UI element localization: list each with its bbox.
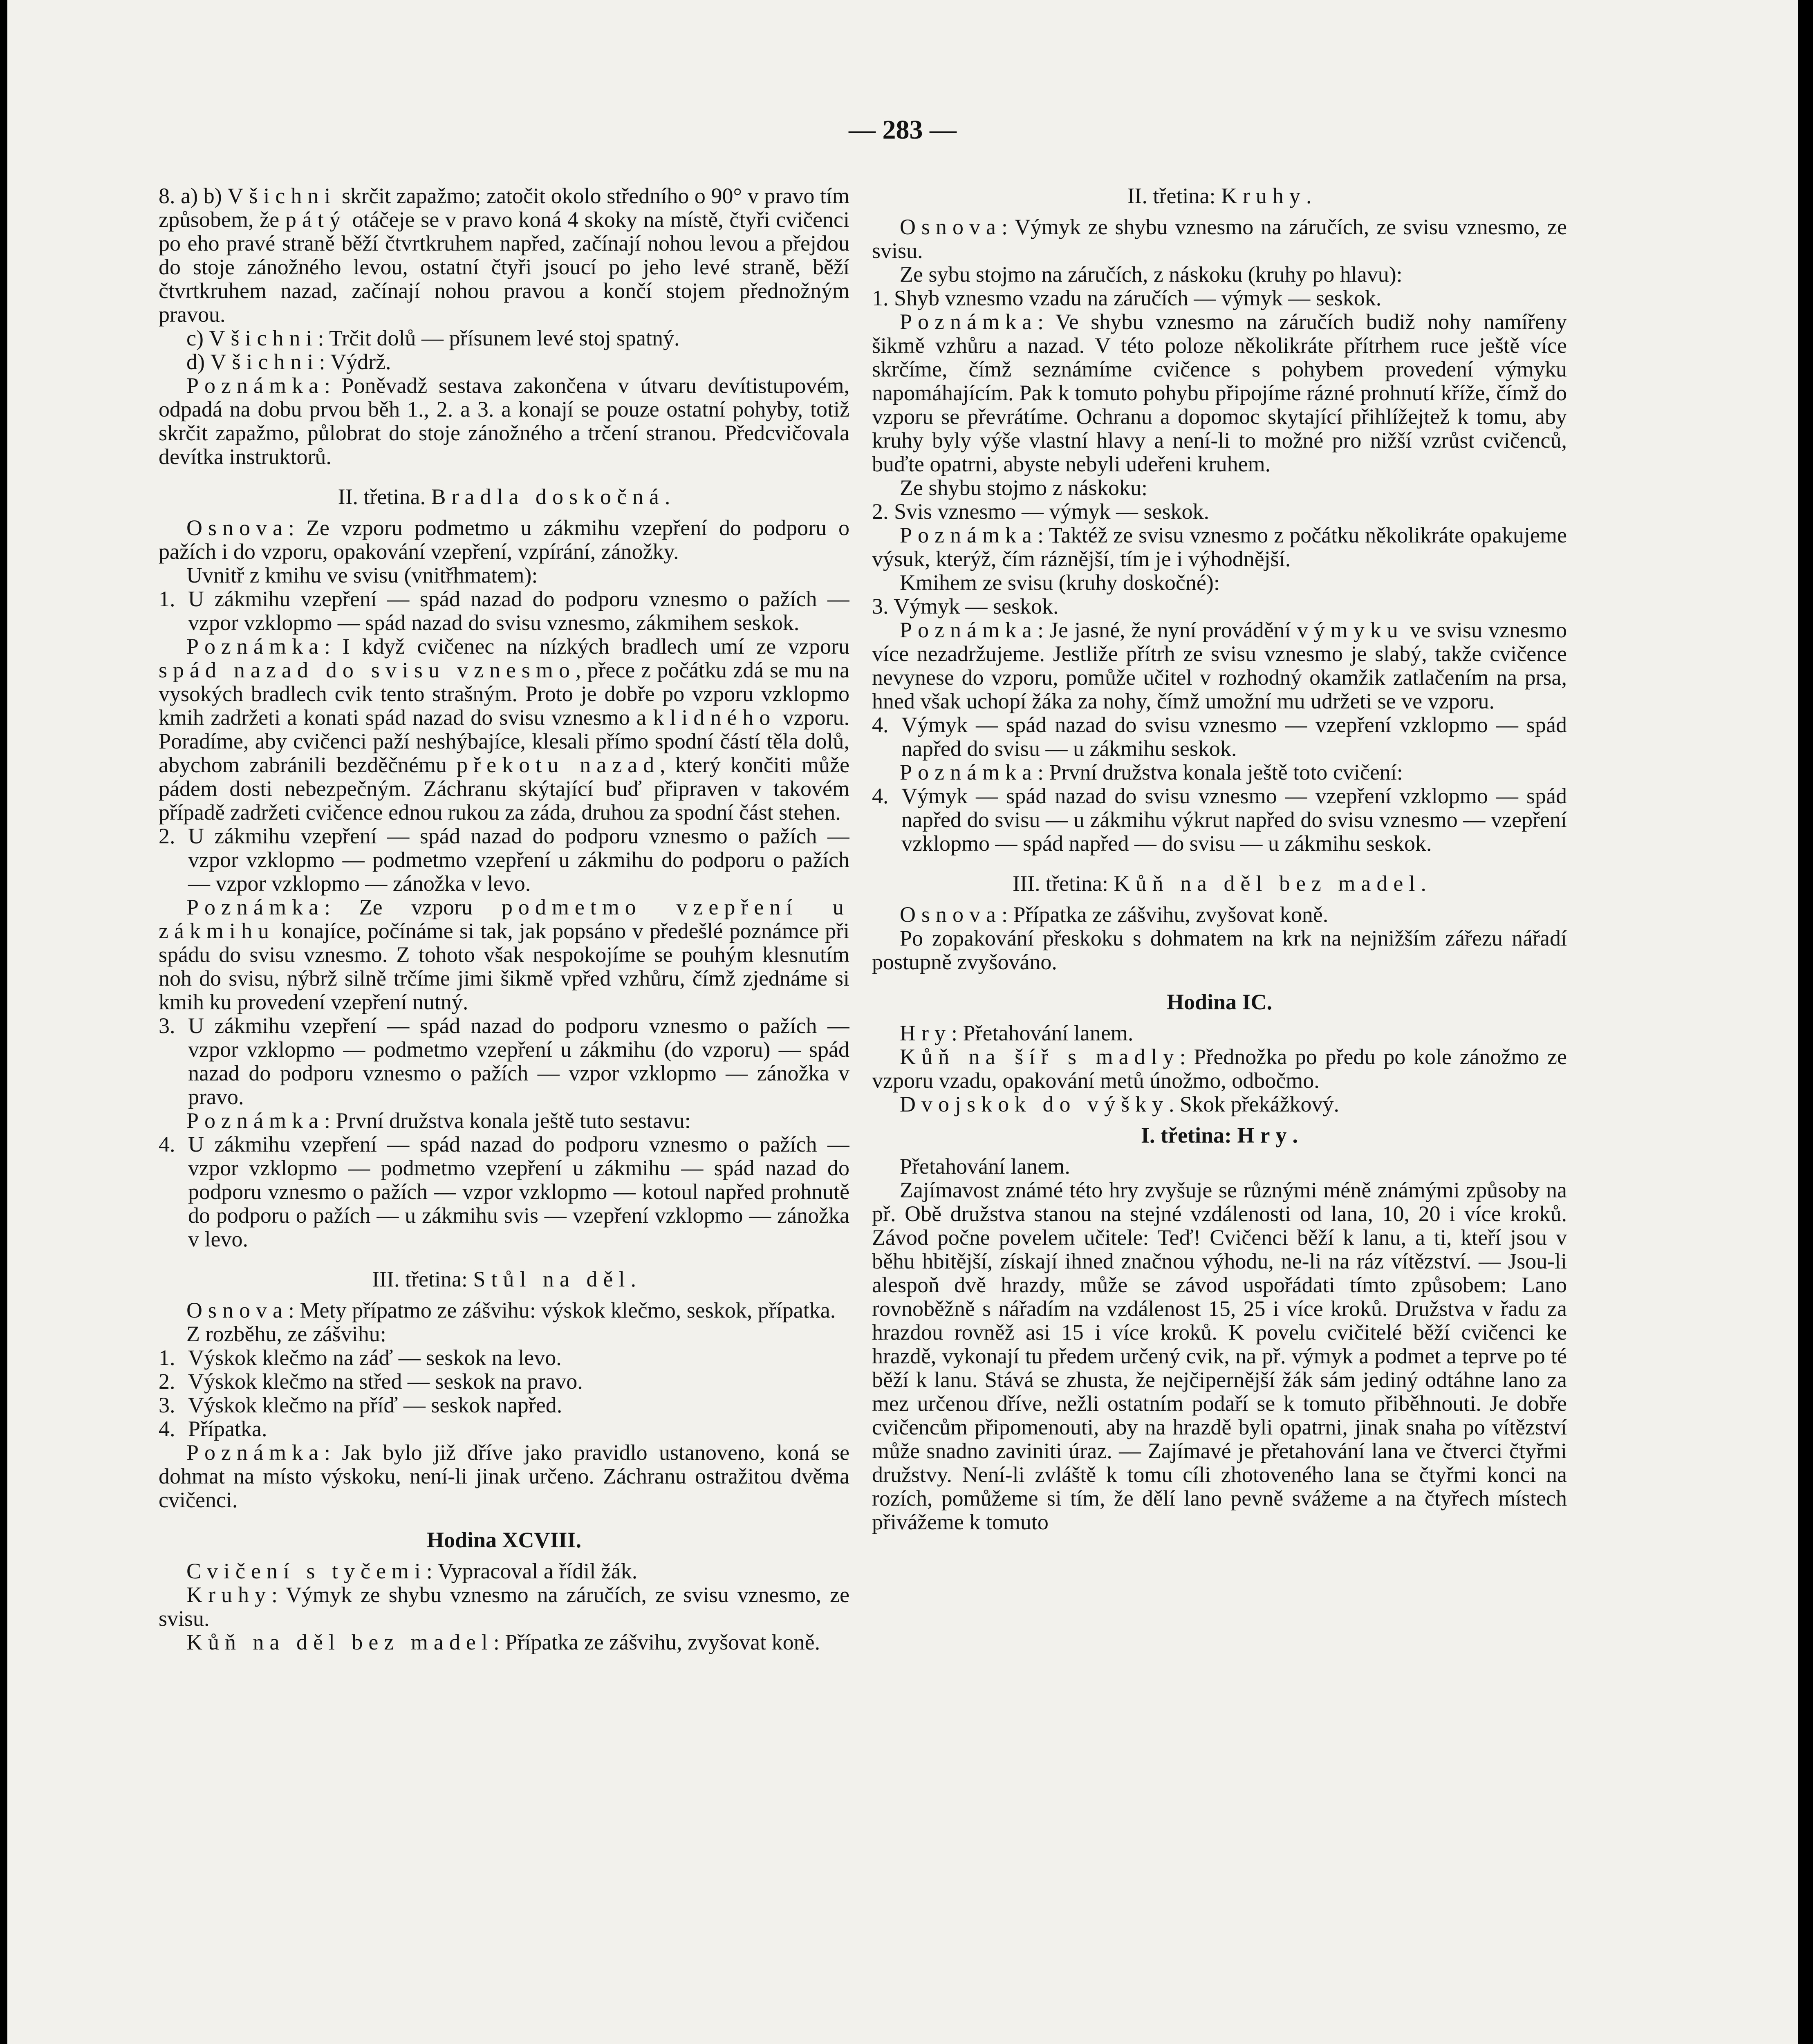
paragraph <box>872 1154 1567 1178</box>
text-run: : Ze vzporu <box>324 895 502 919</box>
spaced-term: Osnova <box>186 1298 288 1322</box>
spaced-term: Poznámka <box>900 523 1038 547</box>
paragraph <box>872 262 1567 286</box>
paragraph <box>159 1109 849 1132</box>
paragraph <box>872 571 1567 594</box>
text-run: U zákmihu vzepření — spád nazad do podporu vznesmo o pažích — vzpor vzklopmo — podmetmo vzepření u zákmihu — spád nazad do podporu vznesmo o pažích — vzpor vzklopmo — kotoul napřed prohnutě do podporu o pažích — u zákmihu svis — vzepření vzklopmo — zánožka v levo. <box>188 1132 849 1251</box>
exercise-line <box>872 594 1567 618</box>
item-number: 1. <box>159 1345 175 1370</box>
text-run: U zákmihu vzepření — spád nazad do podporu vznesmo o pažích — vzpor vzklopmo — podmetmo vzepření u zákmihu (do vzporu) — spád nazad do podporu vznesmo o pažích — vzpor vzklopmo — zánožka v pravo. <box>188 1013 849 1109</box>
text-run: skrčit zapažmo; zatočit okolo středního o 90° v pravo tím způsobem, že <box>159 184 849 232</box>
spaced-term: Osnova <box>900 215 1002 239</box>
text-run: Výmyk — spád nazad do svisu vznesmo — vzepření vzklopmo — spád napřed do svisu — u zákmihu seskok. <box>901 713 1567 761</box>
section-heading <box>159 485 849 509</box>
spacer <box>872 1116 1567 1123</box>
exercise-line <box>872 286 1567 310</box>
spaced-term: výmyku <box>1297 618 1404 642</box>
spaced-term: Poznámka <box>186 1108 324 1133</box>
text-run: vzporu. Poradíme, aby cvičenci paží neshýbajíce, klesali přímo spodní částí těla dolů, abychom zabránili bezděčnému <box>159 705 849 777</box>
numbered-item <box>159 1417 849 1441</box>
text-run: ve svisu vznesmo více nezadržujeme. Jestliže přítrh ze svisu vznesmo je slabý, takže cvičence nevynese do vzporu, pomůže učitel v rozhodný okamžik zatlačením na prsa, hned však uchopí žáka za nohy, čímž umožní mu udržeti se ve vzporu. <box>872 618 1567 713</box>
text-run: . <box>630 1267 636 1291</box>
exercise-line <box>159 184 849 326</box>
text-run: : Výdrž. <box>319 350 391 374</box>
paragraph <box>159 374 849 468</box>
spacer <box>159 1251 849 1267</box>
item-number: 4. <box>159 1132 175 1156</box>
numbered-item <box>159 1014 849 1109</box>
text-run: Hodina XCVIII. <box>426 1528 582 1552</box>
numbered-item <box>159 1346 849 1369</box>
spacer <box>872 208 1567 215</box>
text-run: : První družstva konala ještě tuto sestavu: <box>324 1108 691 1133</box>
text-run: : Přednožka po předu po kole zánožmo ze vzporu vzadu, opakování metů únožmo, odbočmo. <box>872 1044 1567 1093</box>
left-column <box>159 184 849 1654</box>
spaced-term: Poznámka <box>900 760 1038 784</box>
paragraph <box>159 634 849 824</box>
spaced-term: Kruhy <box>186 1582 271 1607</box>
text-run: Z rozběhu, ze zášvihu: <box>186 1322 386 1346</box>
text-run: Kmihem ze svisu (kruhy doskočné): <box>900 570 1220 595</box>
text-run: 3. Výmyk — seskok. <box>872 594 1059 619</box>
text-run: Přetahování lanem. <box>900 1154 1070 1179</box>
spaced-term: Hry <box>900 1021 951 1045</box>
item-number: 4. <box>872 784 889 808</box>
text-run: 8. a) b) <box>159 184 228 208</box>
text-run: : Přípatka ze zášvihu, zvyšovat koně. <box>493 1630 820 1654</box>
numbered-item <box>872 713 1567 760</box>
paragraph <box>872 760 1567 784</box>
item-number: 3. <box>159 1013 175 1038</box>
spacer <box>159 1512 849 1528</box>
text-run: Výskok klečmo na záď — seskok na levo. <box>188 1345 562 1370</box>
text-run: : Poněvadž sestava zakončena v útvaru devítistupovém, odpadá na dobu prvou běh 1., 2. a 3. a konají se pouze ostatní pohyby, totiž skrčit zapažmo, půlobrat do stoje zánožného a trčení stranou. Předcvičovala devítka instruktorů. <box>159 373 849 469</box>
paragraph <box>159 1583 849 1630</box>
paragraph <box>159 1322 849 1346</box>
page-number: — 283 — <box>849 115 957 145</box>
spacer <box>159 468 849 485</box>
spacer <box>872 974 1567 990</box>
item-number: 4. <box>159 1416 175 1441</box>
text-run: , který končiti může pádem dosti nebezpečným. Záchranu skýtající buď připraven v takovém případě zadržeti cvičence ednou rukou za záda, druhou za spodní část stehen. <box>159 753 849 825</box>
paragraph <box>872 618 1567 713</box>
text-run: U zákmihu vzepření — spád nazad do podporu vznesmo o pažích — vzpor vzklopmo — podmetmo vzepření u zákmihu do podporu o pažích — vzpor vzklopmo — zánožka v levo. <box>188 824 849 896</box>
text-run: : Ze vzporu podmetmo u zákmihu vzepření do podporu o pažích i do vzporu, opakování vzepření, vzpírání, zánožky. <box>159 515 849 564</box>
text-run: , přece z počátku zdá se mu na vysokých bradlech cvik tento strašným. Proto je dobře po vzporu vzklopmo kmih zadržeti a konati spád nazad do svisu vznesmo a <box>159 658 849 730</box>
text-run: : Mety přípatmo ze zášvihu: výskok klečmo, seskok, přípatka. <box>288 1298 836 1322</box>
scanned-page <box>7 0 1798 2044</box>
text-run: . <box>1292 1123 1298 1148</box>
spaced-term: Osnova <box>900 902 1002 927</box>
section-heading <box>159 1267 849 1291</box>
text-run: : Přetahování lanem. <box>951 1021 1134 1045</box>
lesson-heading <box>872 990 1567 1014</box>
text-run: konajíce, počínáme si tak, jak popsáno v předešlé poznámce při spádu do svisu vznesmo. Z tohoto však nespokojíme se pouhým klesnutím noh do svisu, nýbrž silně trčíme jimi šikmě vpřed vzhůru, čímž zjednáme si kmih ku provedení vzepření nutný. <box>159 919 849 1014</box>
text-run: d) <box>186 350 211 374</box>
spaced-term: Kůň na děl bez madel <box>186 1630 493 1654</box>
text-run: : Výmyk ze shybu vznesmo na záručích, ze svisu vznesmo, ze svisu. <box>872 215 1567 263</box>
text-run: III. třetina: <box>372 1267 473 1291</box>
paragraph <box>872 1021 1567 1045</box>
paragraph <box>872 310 1567 476</box>
spaced-term: Cvičení s tyčemi <box>186 1559 426 1583</box>
spaced-term: Poznámka <box>186 1440 324 1465</box>
paragraph <box>872 523 1567 571</box>
exercise-line <box>872 500 1567 523</box>
text-run: . <box>664 484 670 509</box>
spaced-term: podmetmo vzepření u zákmihu <box>159 895 849 943</box>
spaced-term: Osnova <box>186 515 288 540</box>
spacer <box>872 1014 1567 1021</box>
spaced-term: Všichni <box>210 350 319 374</box>
section-heading <box>872 184 1567 208</box>
item-number: 4. <box>872 713 889 737</box>
sub-item <box>159 350 849 374</box>
text-run: Po zopakování přeskoku s dohmatem na krk na nejnižším zářezu nářadí postupně zvyšováno. <box>872 926 1567 974</box>
spaced-term: Bradla doskočná <box>431 484 665 509</box>
paragraph <box>872 926 1567 974</box>
text-run: II. třetina. <box>338 484 431 509</box>
spaced-term: klidného <box>653 705 776 730</box>
spaced-term: Všichni <box>209 326 318 350</box>
item-number: 2. <box>159 1369 175 1394</box>
spaced-term: Hry <box>1237 1123 1293 1148</box>
spaced-term: Poznámka <box>186 895 324 919</box>
text-run: : Trčit dolů — přísunem levé stoj spatný. <box>318 326 680 350</box>
text-run: Ze shybu stojmo z náskoku: <box>900 475 1147 500</box>
paragraph <box>872 1045 1567 1092</box>
spaced-term: Poznámka <box>186 373 324 398</box>
text-run: Zajímavost známé této hry zvyšuje se různými méně známými způsoby na př. Obě družstva stanou na stejné vzdálenosti od lana, 10, 20 i více kroků. Závod počne povelem učitele: Teď! Cvičenci běží k lanu, a ti, kteří jsou v běhu hbitější, získají ihned značnou výhodu, ne-li na ráz vítězství. — Jsou-li alespoň dvě hrazdy, může se závod uspořádati tímto způsobem: Lano rovnoběžně s nářadím na vzdálenost 15, 25 i více kroků. Družstva v řadu za hrazdou rovněž asi 15 i více kroků. K povelu cvičitelé běží cvičenci ke hrazdě, vykonají tu předem určený cvik, na př. výmyk a podmet a teprve po té běží k lanu. Stává se zhusta, že nejčipernější žák sám jediný odtáhne lano za mez určenou dříve, nežli ostatním podaří se k tomuto přiběhnouti. Je dobře cvičencům připomenouti, aby na hrazdě byli opatrni, jinak snaha po vítězství může snadno zaviniti úraz. — Zajímavé je přetahování lana ve čtverci čtyřmi družstvy. Není-li zvláště k tomu cíli zhotoveného lana se čtyřmi konci na rozích, pomůžeme si tím, že dělí lano pevně svážeme a na čtyřech místech přivážeme k tomuto <box>872 1178 1567 1534</box>
text-run: : Výmyk ze shybu vznesmo na záručích, ze svisu vznesmo, ze svisu. <box>159 1582 849 1631</box>
text-run: . Skok překážkový. <box>1169 1092 1339 1116</box>
text-run: Výskok klečmo na střed — seskok na pravo. <box>188 1369 583 1394</box>
numbered-item <box>159 587 849 634</box>
spaced-term: Poznámka <box>900 618 1038 642</box>
text-run: Přípatka. <box>188 1416 267 1441</box>
spaced-term: Kruhy <box>1221 184 1306 208</box>
text-run: : Jak bylo již dříve jako pravidlo ustanoveno, koná se dohmat na místo výskoku, není-li jinak určeno. Záchranu ostražitou dvěma cvičenci. <box>159 1440 849 1512</box>
spaced-term: Stůl na děl <box>473 1267 631 1291</box>
text-run: III. třetina: <box>1013 871 1114 896</box>
spaced-term: Poznámka <box>186 634 324 659</box>
text-run: 1. Shyb vznesmo vzadu na záručích — výmyk — seskok. <box>872 286 1382 310</box>
paragraph <box>159 895 849 1014</box>
lesson-heading <box>159 1528 849 1552</box>
spaced-term: Kůň na šíř s madly <box>900 1044 1180 1069</box>
text-run: Uvnitř z kmihu ve svisu (vnitřhmatem): <box>186 563 538 587</box>
item-number: 1. <box>159 587 175 611</box>
spacer <box>872 1147 1567 1154</box>
spaced-term: překotu nazad <box>457 753 660 777</box>
text-run: Hodina IC. <box>1166 990 1273 1014</box>
text-run: : Vypracoval a řídil žák. <box>426 1559 638 1583</box>
lesson-heading <box>872 1123 1567 1147</box>
paragraph <box>872 215 1567 262</box>
text-run: 2. Svis vznesmo — výmyk — seskok. <box>872 499 1210 524</box>
spaced-term: Kůň na děl bez madel <box>1114 871 1421 896</box>
item-number: 3. <box>159 1393 175 1417</box>
text-run: : I když cvičenec na nízkých bradlech umí ze vzporu <box>324 634 849 659</box>
right-column <box>872 184 1567 1534</box>
text-run: : Taktéž ze svisu vznesmo z počátku několikráte opakujeme výsuk, kterýž, čím ráznější, tím je i výhodnější. <box>872 523 1567 571</box>
text-run: . <box>1421 871 1426 896</box>
numbered-item <box>159 1393 849 1417</box>
numbered-item <box>872 784 1567 855</box>
text-run: c) <box>186 326 209 350</box>
spacer <box>159 1291 849 1298</box>
text-run: . <box>1306 184 1312 208</box>
paragraph <box>159 1559 849 1583</box>
spaced-term: Všichni <box>227 184 336 208</box>
text-run: Ze sybu stojmo na záručích, z náskoku (kruhy po hlavu): <box>900 262 1403 287</box>
paragraph <box>159 1630 849 1654</box>
text-run: II. třetina: <box>1127 184 1221 208</box>
text-run: : První družstva konala ještě toto cvičení: <box>1037 760 1403 784</box>
paragraph <box>872 903 1567 926</box>
numbered-item <box>159 824 849 895</box>
text-run: : Přípatka ze zášvihu, zvyšovat koně. <box>1001 902 1329 927</box>
spacer <box>159 509 849 516</box>
spacer <box>159 1552 849 1559</box>
item-number: 2. <box>159 824 175 848</box>
text-run: otáčeje se v pravo koná 4 skoky na místě, čtyři cvičenci po eho pravé straně běží čtvrtkruhem napřed, začínají nohou levou a přejdou do stoje zánožného levou, ostatní čtyři jsoucí po jeho levé straně, běží čtvrtkruhem nazad, začínají nohou pravou a končí stojem přednožným pravou. <box>159 207 849 327</box>
text-run: : Ve shybu vznesmo na záručích budiž nohy namířeny šikmě vzhůru a nazad. V této poloze několikráte přítrhem ruce ještě více skrčíme, čímž seznámíme cvičence s pohybem provedení výmyku napomáhajícím. Pak k tomuto pohybu připojíme rázné prohnutí kříže, čímž do vzporu se převrátíme. Ochranu a dopomoc skytající přihlížejtež k tomu, aby kruhy byly výše vlastní hlavy a není-li to možné pro nižší vzrůst cvičenců, buďte opatrni, abyste nebyli udeřeni kruhem. <box>872 309 1567 476</box>
paragraph <box>159 516 849 563</box>
numbered-item <box>159 1132 849 1251</box>
section-heading <box>872 872 1567 895</box>
text-run: Výskok klečmo na příď — seskok napřed. <box>188 1393 563 1417</box>
text-run: U zákmihu vzepření — spád nazad do podporu vznesmo o pažích — vzpor vzklopmo — spád nazad do svisu vznesmo, zákmihem seskok. <box>188 587 849 635</box>
text-run: I. třetina: <box>1141 1123 1237 1148</box>
paragraph <box>872 1092 1567 1116</box>
paragraph <box>159 563 849 587</box>
spaced-term: spád nazad do svisu vznesmo <box>159 658 576 682</box>
paragraph <box>872 476 1567 500</box>
sub-item <box>159 326 849 350</box>
spaced-term: Dvojskok do výšky <box>900 1092 1169 1116</box>
paragraph <box>872 1178 1567 1534</box>
numbered-item <box>159 1369 849 1393</box>
text-run: Výmyk — spád nazad do svisu vznesmo — vzepření vzklopmo — spád napřed do svisu — u zákmihu výkrut napřed do svisu vznesmo — vzepření vzklopmo — spád napřed — do svisu — u zákmihu seskok. <box>901 784 1567 856</box>
spaced-term: Poznámka <box>900 309 1038 334</box>
paragraph <box>159 1298 849 1322</box>
paragraph <box>159 1441 849 1512</box>
text-run: : Je jasné, že nyní provádění <box>1037 618 1297 642</box>
spaced-term: pátý <box>285 207 346 232</box>
spacer <box>872 855 1567 872</box>
spacer <box>872 895 1567 903</box>
